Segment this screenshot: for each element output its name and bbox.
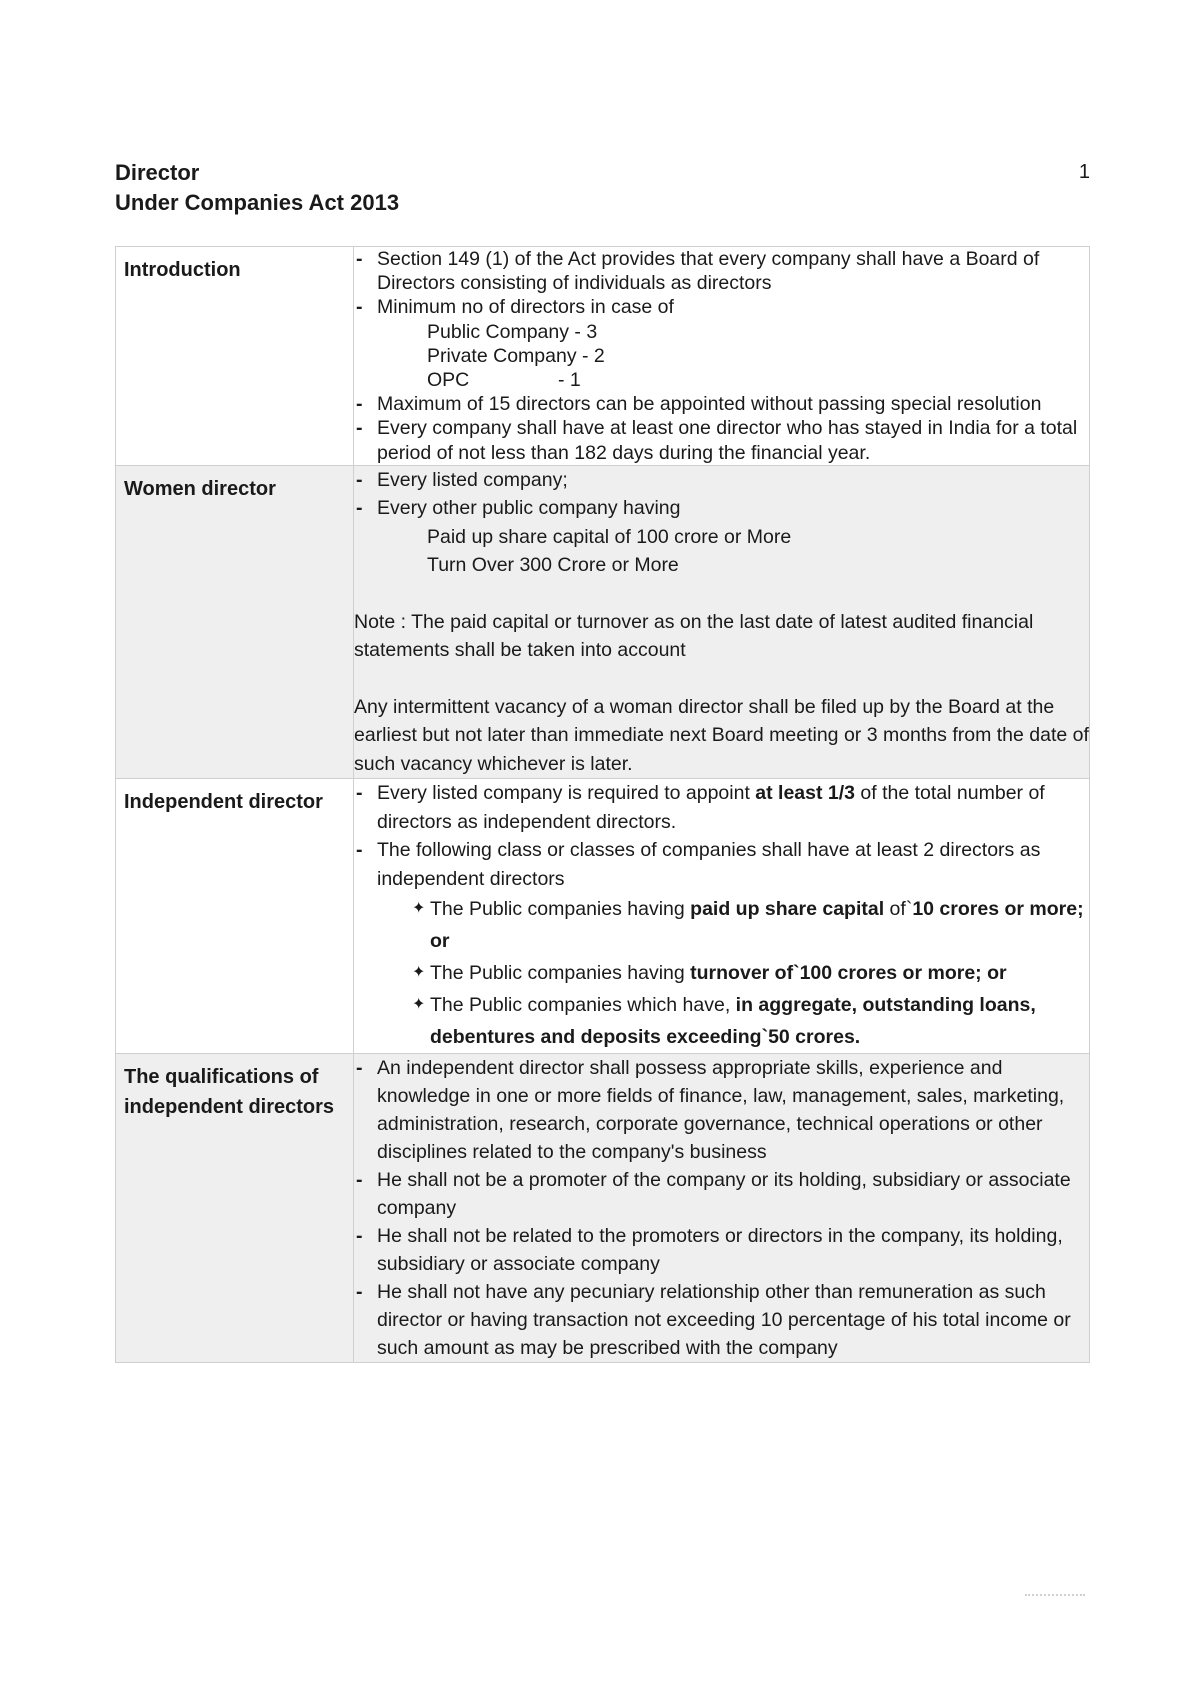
section-label: Women director [124, 477, 276, 500]
list-item: - Maximum of 15 directors can be appointed without passing special resolution [354, 392, 1089, 416]
section-content [354, 779, 1090, 1054]
note-paragraph: Note : The paid capital or turnover as on the last date of latest audited financial statements shall be taken into account [354, 610, 1034, 662]
page-number: 1 [1078, 161, 1090, 183]
criteria-item: ✦ The Public companies having turnover of`100 crores or more; or [412, 957, 1089, 989]
list-item: - He shall not have any pecuniary relationship other than remuneration as such director or having transaction not exceeding 10 percentage of his total income or such amount as may be prescribed with the company [354, 1278, 1089, 1362]
section-content [354, 247, 1090, 466]
section-content [354, 1054, 1090, 1363]
min-private-company: Private Company - 2 [427, 344, 605, 367]
list-item: - An independent director shall possess appropriate skills, experience and knowledge in one or more fields of finance, law, management, sales, marketing, administration, research, corporate governance, technical operations or other disciplines related to the company's business [354, 1054, 1089, 1166]
bullet-list [354, 466, 1089, 523]
list-item: - He shall not be a promoter of the company or its holding, subsidiary or associate company [354, 1166, 1089, 1222]
min-opc [354, 368, 1089, 392]
list-item: - The following class or classes of companies shall have at least 2 directors as independent directors [354, 836, 1089, 893]
bullet-list [354, 779, 1089, 893]
document-subtitle: Under Companies Act 2013 [115, 190, 400, 215]
document-title: Director [115, 160, 200, 185]
bullet-list [354, 247, 1089, 465]
director-notes-table [115, 246, 1090, 1363]
criteria-item: ✦ The Public companies which have, in aggregate, outstanding loans, debentures and deposits exceeding`50 crores. [412, 989, 1089, 1053]
section-label: Independent director [124, 791, 323, 814]
document-header [115, 158, 1090, 218]
list-item: - Every other public company having [354, 494, 1089, 523]
list-item-text: - Minimum no of directors in case of [377, 296, 674, 319]
list-item: - Every company shall have at least one director who has stayed in India for a total period of not less than 182 days during the financial year. [354, 416, 1089, 464]
list-item: - He shall not be related to the promoters or directors in the company, its holding, subsidiary or associate company [354, 1222, 1089, 1278]
section-independent-director [116, 779, 1090, 1054]
section-label: The qualifications of independent directors [124, 1066, 335, 1119]
list-item [354, 295, 1089, 392]
criteria-item: ✦ The Public companies having paid up share capital of`10 crores or more; or [412, 893, 1089, 957]
footer-mark [1025, 1594, 1085, 1598]
opc-value: - 1 [558, 369, 581, 392]
list-item: - Section 149 (1) of the Act provides that every company shall have a Board of Directors consisting of individuals as directors [354, 247, 1089, 295]
criteria-list [354, 893, 1089, 1053]
min-public-company: Public Company - 3 [427, 320, 598, 343]
list-item: - Every listed company; [354, 466, 1089, 495]
criteria-share-capital: Paid up share capital of 100 crore or More [427, 525, 792, 548]
section-women-director [116, 465, 1090, 779]
section-content [354, 465, 1090, 779]
vacancy-paragraph: Any intermittent vacancy of a woman director shall be filed up by the Board at the earliest but not later than immediate next Board meeting or 3 months from the date of such vacancy whichever is later. [354, 695, 1089, 775]
criteria-turnover: Turn Over 300 Crore or More [427, 554, 679, 577]
list-item: - Every listed company is required to appoint at least 1/3 of the total number of directors as independent directors. [354, 779, 1089, 836]
bullet-list [354, 1054, 1089, 1362]
section-introduction [116, 247, 1090, 466]
opc-label: OPC [427, 369, 470, 392]
section-qualifications [116, 1054, 1090, 1363]
section-label: Introduction [124, 259, 241, 281]
